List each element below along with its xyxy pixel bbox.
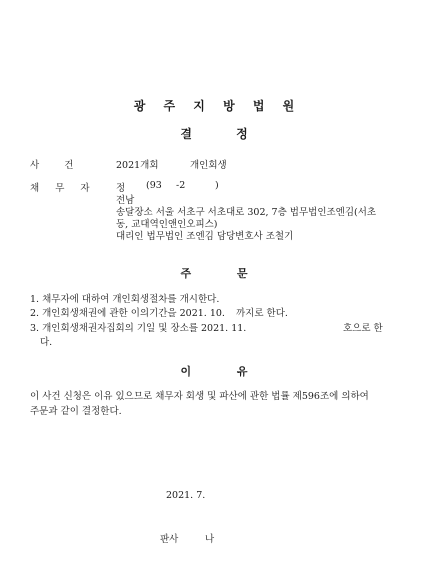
reason-heading: 이 유	[180, 365, 248, 378]
service-address-line1: 송달장소 서울 서초구 서초대로 302, 7층 법무법인조엔김(서초	[116, 207, 377, 218]
judge-name: 나	[205, 534, 215, 545]
order-item-3: 3. 개인회생채권자집회의 기일 및 장소를 2021. 11.	[30, 323, 247, 334]
case-number: 2021개회	[116, 160, 159, 171]
reason-line-1: 이 사건 신청은 이유 있으므로 채무자 회생 및 파산에 관한 법률 제596조에 의하여	[30, 391, 369, 402]
case-label: 사 건	[30, 160, 74, 171]
court-name: 광 주 지 방 법 원	[133, 99, 295, 113]
debtor-name: 정	[116, 183, 126, 194]
order-heading: 주 문	[180, 267, 248, 280]
order-item-1: 1. 채무자에 대하여 개인회생절차를 개시한다.	[30, 294, 220, 305]
decision-date: 2021. 7.	[166, 490, 206, 501]
service-address-line2: 동, 교대역인앤인오피스)	[116, 219, 218, 230]
order-item-3-cont: 다.	[40, 337, 53, 348]
debtor-agent: 대리인 법무법인 조엔김 담당변호사 조철기	[116, 231, 294, 242]
debtor-id-open: (93	[146, 180, 162, 191]
order-item-2: 2. 개인회생채권에 관한 이의기간을 2021. 10.	[30, 308, 225, 319]
judge-label: 판사	[160, 534, 179, 545]
debtor-id-close: )	[215, 180, 219, 191]
debtor-id-mid: -2	[176, 180, 186, 191]
case-type: 개인회생	[190, 160, 227, 171]
document-title: 결 정	[180, 127, 248, 141]
order-item-3-tail: 호으로 한	[343, 323, 383, 334]
debtor-label: 채 무 자	[30, 183, 90, 194]
order-item-2-tail: 까지로 한다.	[236, 308, 288, 319]
debtor-address: 전남	[116, 195, 135, 206]
reason-line-2: 주문과 같이 결정한다.	[30, 406, 122, 417]
